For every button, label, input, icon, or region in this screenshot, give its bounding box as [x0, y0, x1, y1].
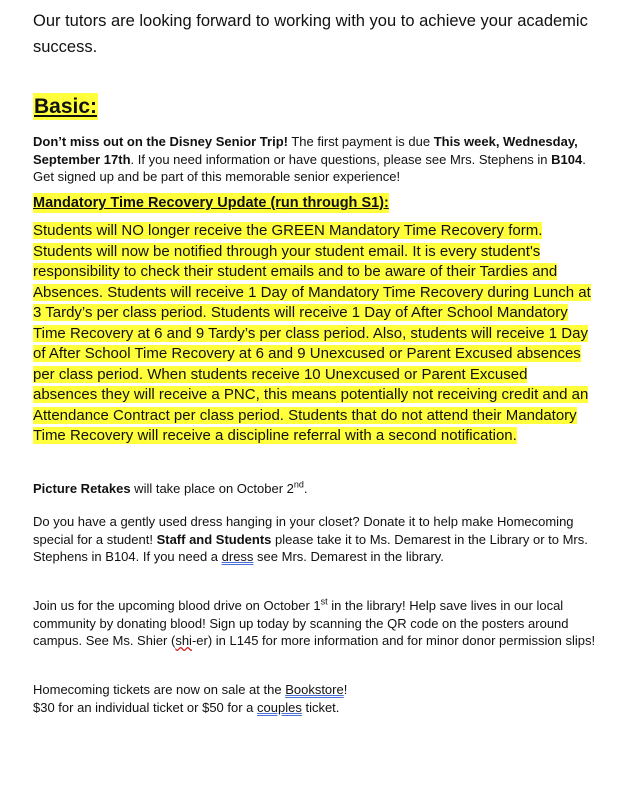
mtr-body-paragraph	[33, 221, 593, 447]
disney-text-3: . Get signed up and be part of this memorable senior experience!	[33, 151, 586, 184]
dress-donation-paragraph	[33, 513, 603, 566]
disney-text-2: . If you need information or have questions, please see Mrs. Stephens in	[130, 151, 552, 167]
home-text-4: ticket.	[301, 699, 340, 715]
home-couples: couples	[257, 699, 302, 715]
disney-room: B104	[551, 151, 583, 167]
disney-text-1: The first payment is due	[287, 134, 434, 149]
home-bookstore: Bookstore	[285, 682, 344, 697]
dress-text-3: see Mrs. Demarest in the library.	[253, 549, 444, 564]
home-text-3: $30 for an individual ticket or $50 for a	[33, 699, 258, 715]
retakes-text-2: .	[303, 481, 308, 496]
intro-paragraph: Our tutors are looking forward to working with you to achieve your academic success.	[33, 12, 588, 56]
dress-text-2: please take it to Ms. Demarest in the Library or to Mrs. Stephens in B104. If you need a	[33, 531, 588, 564]
blood-text-1: Join us for the upcoming blood drive on October 1	[33, 598, 321, 613]
retakes-superscript: nd	[293, 479, 304, 490]
dress-text-1: Do you have a gently used dress hanging in your closet? Donate it to help make Homecoming special for a student!	[33, 514, 574, 547]
mtr-body-text: Students will NO longer receive the GREEN Mandatory Time Recovery form. Students will now be notified through your student email. It is every student's responsibility to check their student emails and to be aware of their Tardies and Absences. Students will receive 1 Day of Mandatory Time Recovery during Lunch at 3 Tardy’s per class period. Students will receive 1 Day of After School Mandatory Time Recovery at 6 and 9 Tardy’s per class period. Also, students will receive 1 Day of After School Time Recovery at 6 and 9 Unexcused or Parent Excused absences per class period. When students receive 10 Unexcused or Parent Excused absences they will receive a PNC, this means potentially not receiving credit and an Attendance Contract per class period. Students that do not attend their Mandatory Time Recovery will receive a discipline referral with a second notification.	[33, 222, 591, 444]
dress-word: dress	[221, 549, 254, 564]
home-text-1: Homecoming tickets are now on sale at the	[33, 682, 286, 697]
retakes-text-1: will take place on October 2	[130, 481, 294, 496]
home-text-2: !	[343, 682, 348, 697]
blood-drive-paragraph	[33, 597, 603, 650]
dress-bold: Staff and Students	[156, 531, 272, 547]
blood-text-2: in the library! Help save lives in our local community by donating blood! Sign up today by scanning the QR code on the posters around campus. See Ms. Shier (	[33, 598, 569, 648]
disney-title: Don’t miss out on the Disney Senior Trip!	[33, 134, 288, 149]
mtr-heading: Mandatory Time Recovery Update (run through S1):	[33, 195, 389, 211]
blood-text-3: -er) in L145 for more information and for minor donor permission slips!	[191, 633, 596, 648]
picture-retakes-paragraph	[33, 480, 603, 498]
disney-due-date: This week, Wednesday, September 17th	[33, 134, 578, 167]
blood-superscript: st	[320, 596, 328, 607]
blood-pronunciation: shi	[175, 633, 192, 648]
basic-heading: Basic:	[34, 95, 98, 118]
homecoming-paragraph	[33, 681, 603, 716]
retakes-title: Picture Retakes	[33, 481, 131, 496]
disney-trip-paragraph	[33, 133, 603, 186]
